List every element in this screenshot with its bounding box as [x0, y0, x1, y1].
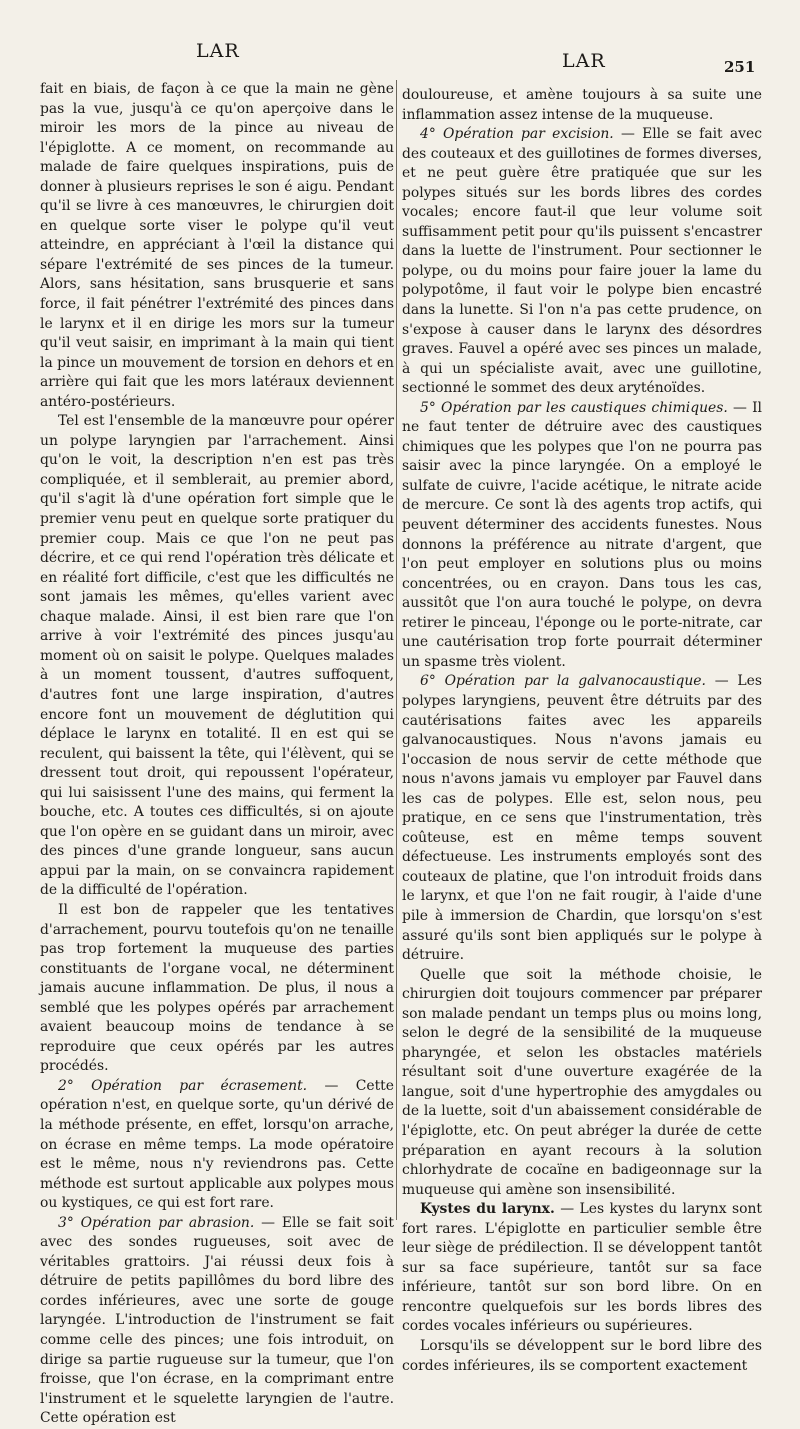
section-text: — Les polypes laryngiens, peuvent être détruits par des cautérisations faites avec les appareils galvanocaustiques. Nous n'avons jamais eu l'occasion de nous servir de cette méthode que nous n'avons jamais vu employer par Fauvel dans les cas de polypes. Elle est, selon nous, peu pratique, en ce sens que l'instrumentation, très coûteuse, est en même temps souvent défectueuse. Les instruments employés sont des couteaux de platine, que l'on introduit froids dans le larynx, et que l'on ne fait rougir, à l'aide d'une pile à immersion de Chardin, que lorsqu'on s'est assuré qu'ils sont bien appliqués sur le polype à détruire.: [402, 673, 762, 964]
paragraph: fait en biais, de façon à ce que la main ne gène pas la vue, jusqu'à ce qu'on aperçoive dans le miroir les mors de la pince au niveau de l'épiglotte. A ce moment, on recommande au malade de faire quelques inspirations, puis de donner à plusieurs reprises le son é aigu. Pendant qu'il se livre à ces manœuvres, le chirurgien doit en quelque sorte viser le polype qu'il veut atteindre, en appréciant à l'œil la distance qui sépare l'extrémité de ses pinces de la tumeur. Alors, sans hésitation, sans brusquerie et sans force, il fait pénétrer l'extrémité des pinces dans le larynx et il en dirige les mors sur la tumeur qu'il veut saisir, en imprimant à la main qui tient la pince un mouvement de torsion en dehors et en arrière qui fait que les mors latéraux deviennent antéro-postérieurs.: [40, 81, 395, 410]
running-head-left: LAR: [196, 40, 240, 62]
paragraph: Il est bon de rappeler que les tentatives d'arrachement, pourvu toutefois qu'on ne tenaille pas trop fortement la muqueuse des parties constituants de l'organe vocal, ne déterminent jamais aucune inflammation. De plus, il nous a semblé que les polypes opérés par arrachement avaient beaucoup moins de tendance à se reproduire que ceux opérés par les autres procédés.: [40, 901, 394, 1075]
section-paragraph: [402, 672, 762, 965]
section-heading: 5° Opération par les caustiques chimiques.: [420, 399, 728, 416]
section-heading: 2° Opération par écrasement.: [58, 1077, 308, 1094]
page-header: [0, 40, 800, 80]
section-paragraph: [402, 125, 762, 399]
paragraph: Quelle que soit la méthode choisie, le chirurgien doit toujours commencer par préparer son malade pendant un temps plus ou moins long, selon le degré de la sensibilité de la muqueuse pharyngée, et selon les obstacles matériels résultant soit d'une ouverture exagérée de la langue, soit d'une hypertrophie des amygdales ou de la luette, soit d'un abaissement considérable de l'épiglotte, etc. On peut abréger la durée de cette préparation en ayant recours à la solution chlorhydrate de cocaïne en badigeonnage sur la muqueuse qui amène son insensibilité.: [402, 966, 762, 1198]
left-column: [40, 80, 395, 1427]
right-column: [402, 86, 763, 1374]
section-paragraph: [402, 399, 762, 673]
section-text: — Les kystes du larynx sont fort rares. L'épiglotte en particulier semble être leur siège de prédilection. Il se développent tantôt sur sa face supérieure, tantôt sur sa face inférieure, tantôt sur son bord libre. On en rencontre quelquefois sur les bords libres des cordes vocales inférieurs ou supérieures.: [402, 1201, 762, 1335]
section-text: — Il ne faut tenter de détruire avec des caustiques chimiques que les polypes que l'on ne pourra pas saisir avec la pince laryngée. On a employé le sulfate de cuivre, l'acide acétique, le nitrate acide de mercure. Ce sont là des agents trop actifs, qui peuvent déterminer des accidents funestes. Nous donnons la préférence au nitrate d'argent, que l'on peut employer en solutions plus ou moins concentrées, ou en crayon. Dans tous les cas, aussitôt que l'on aura touché le polype, on devra retirer le pinceau, l'éponge ou le porte-nitrate, car une cautérisation trop forte pourrait déterminer un spasme très violent.: [402, 399, 763, 670]
section-text: — Elle se fait avec des couteaux et des guillotines de formes diverses, et ne peut guère être pratiquée que sur les polypes situés sur les bords libres des cordes vocales; encore faut-il que leur volume soit suffisamment petit pour qu'ils puissent s'encastrer dans la luette de l'instrument. Pour sectionner le polype, ou du moins pour faire jouer la lame du polypotôme, il faut voir le polype bien encastré dans la lunette. Si l'on n'a pas cette prudence, on s'expose à causer dans le larynx des désordres graves. Fauvel a opéré avec ses pinces un malade, à qui un spécialiste avait, avec une guillotine, sectionné le sommet des deux aryténoïdes.: [402, 126, 763, 397]
paragraph: Tel est l'ensemble de la manœuvre pour opérer un polype laryngien par l'arrachement. Ainsi qu'on le voit, la description n'en est pas très compliquée, et il semblerait, au premier abord, qu'il s'agit là d'une opération fort simple que le premier venu peut en quelque sorte pratiquer du premier coup. Mais ce que l'on ne peut pas décrire, et ce qui rend l'opération très délicate et en réalité fort difficile, c'est que les difficultés ne sont jamais les mêmes, qu'elles varient avec chaque malade. Ainsi, il est bien rare que l'on arrive à voir l'extrémité des pinces jusqu'au moment où on saisit le polype. Quelques malades à un moment toussent, d'autres suffoquent, d'autres font une large inspiration, d'autres encore font un mouvement de déglutition qui déplace le larynx en totalité. Il en est qui se reculent, qui baissent la tête, qui l'élèvent, qui se dressent tout droit, qui repoussent l'opérateur, qui lui saisissent l'une des mains, qui ferment la bouche, etc. A toutes ces difficultés, si on ajoute que l'on opère en se guidant dans un miroir, avec des pinces d'une grande longueur, sans aucun appui par la main, on se convaincra rapidement de la difficulté de l'opération.: [40, 413, 394, 899]
column-divider: [396, 80, 397, 1220]
running-head-right: LAR: [562, 50, 606, 72]
section-heading: 4° Opération par excision.: [420, 126, 614, 143]
paragraph: douloureuse, et amène toujours à sa suite une inflammation assez intense de la muqueuse.: [402, 87, 762, 123]
section-paragraph: [40, 1214, 394, 1429]
section-text: — Cette opération n'est, en quelque sorte, qu'un dérivé de la méthode présente, en effet, lorsqu'on arrache, on écrase en même temps. La mode opératoire est le même, nous n'y reviendrons pas. Cette méthode est surtout applicable aux polypes mous ou kystiques, ce qui est fort rare.: [40, 1077, 394, 1212]
paragraph: Lorsqu'ils se développent sur le bord libre des cordes inférieures, ils se comportent exactement: [402, 1338, 762, 1374]
section-paragraph: [402, 1200, 762, 1337]
entry-heading: Kystes du larynx.: [420, 1201, 555, 1218]
section-text: — Elle se fait soit avec des sondes rugueuses, soit avec de véritables grattoirs. J'ai réussi deux fois à détruire de petits papillômes du bord libre des cordes inférieures, avec une sorte de gouge laryngée. L'introduction de l'instrument se fait comme celle des pinces; une fois introduit, on dirige sa partie rugueuse sur la tumeur, que l'on froisse, que l'on écrase, en la comprimant entre l'instrument et le squelette laryngien de l'autre. Cette opération est: [40, 1214, 394, 1427]
section-paragraph: [40, 1077, 394, 1214]
page-number: 251: [724, 58, 756, 76]
section-heading: 6° Opération par la galvanocaustique.: [420, 673, 706, 690]
section-heading: 3° Opération par abrasion.: [58, 1214, 255, 1231]
